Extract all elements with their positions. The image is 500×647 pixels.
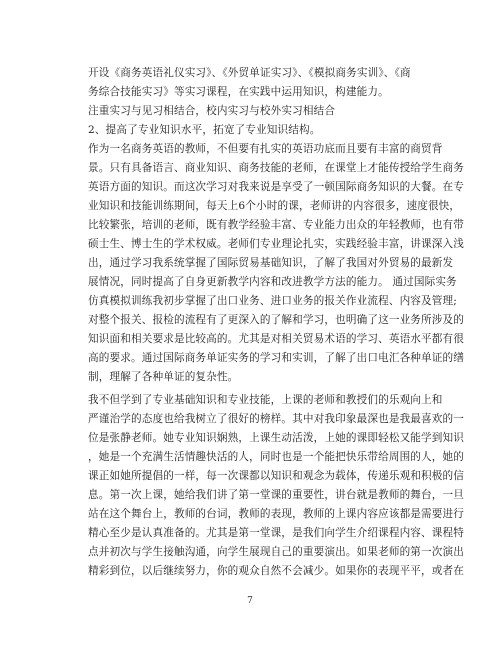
text-line: 知识面和相关要求是比较高的。尤其是对相关贸易术语的学习、英语水平都有很 [88, 333, 465, 345]
text-line: 高的要求。通过国际商务单证实务的学习和实训，了解了出口电汇各种单证的缮 [88, 352, 465, 364]
text-line: 注重实习与见习相结合，校内实习与校外实习相结合 [88, 105, 336, 117]
text-line: 严谨治学的态度也给我树立了很好的榜样。其中对我印象最深也是我最喜欢的一 [88, 413, 465, 425]
text-line: 制，理解了各种单证的复杂性。 [88, 371, 239, 383]
text-line: 位是张静老师。她专业知识娴熟，上课生动活泼，上她的课即轻松又能学到知识 [88, 432, 465, 444]
text-line: 对整个报关、报检的流程有了更深入的了解和学习，也明确了这一业务所涉及的 [88, 314, 465, 326]
text-line: 点并初次与学生接触沟通，向学生展现自己的重要演出。如果老师的第一次演出 [88, 546, 465, 558]
text-line: 开设《商务英语礼仪实习》、《外贸单证实习》、《模拟商务实训》、《商 [88, 67, 411, 79]
text-line: 务综合技能实习》等实习课程，在实践中运用知识，构建能力。 [88, 86, 389, 98]
text-line: 精心至少是认真准备的。尤其是第一堂课，是我们向学生介绍课程内容、课程特 [88, 527, 465, 539]
page-number: 7 [247, 596, 253, 606]
text-line: 精彩到位，以后继续努力，你的观众自然不会减少。如果你的表现平平，或者在 [88, 565, 465, 577]
document-body [88, 64, 465, 581]
text-line: 作为一名商务英语的教师，不但要有扎实的英语功底而且要有丰富的商贸背 [88, 143, 443, 155]
text-line: 展情况，同时提高了自身更新教学内容和改进教学方法的能力。 通过国际实务 [88, 276, 457, 288]
text-line: 2、提高了专业知识水平，拓宽了专业知识结构。 [88, 124, 321, 136]
text-line: 仿真模拟训练我初步掌握了出口业务、进口业务的报关作业流程、内容及管理; [88, 295, 458, 307]
text-line: 息。第一次上课，她给我们讲了第一堂课的重要性，讲台就是教师的舞台，一旦 [88, 489, 465, 501]
text-line: 硕士生、博士生的学术权威。老师们专业理论扎实，实践经验丰富，讲课深入浅 [88, 238, 465, 250]
text-line: ，她是一个充满生活情趣快活的人，同时也是一个能把快乐带给周围的人，她的 [88, 451, 465, 463]
text-line: 景。只有具备语言、商业知识、商务技能的老师，在课堂上才能传授给学生商务 [88, 162, 465, 174]
text-line: 英语方面的知识。而这次学习对我来说是享受了一顿国际商务知识的大餐。在专 [88, 181, 465, 193]
text-line: 课正如她所提倡的一样，每一次课都以知识和观念为载体，传递乐观和积极的信 [88, 470, 465, 482]
text-line: 出，通过学习我系统掌握了国际贸易基础知识，了解了我国对外贸易的最新发 [88, 257, 454, 269]
text-line: 我不但学到了专业基础知识和专业技能，上课的老师和教授们的乐观向上和 [88, 394, 443, 406]
text-line: 比较繁张，培训的老师，既有教学经验丰富、专业能力出众的年轻教师，也有带 [88, 219, 465, 231]
text-line: 业知识和技能训练期间，每天上6个小时的课，老师讲的内容很多，速度很快， [88, 200, 461, 212]
text-line: 站在这个舞台上，教师的台词，教师的表现，教师的上课内容应该都是需要进行 [88, 508, 465, 520]
